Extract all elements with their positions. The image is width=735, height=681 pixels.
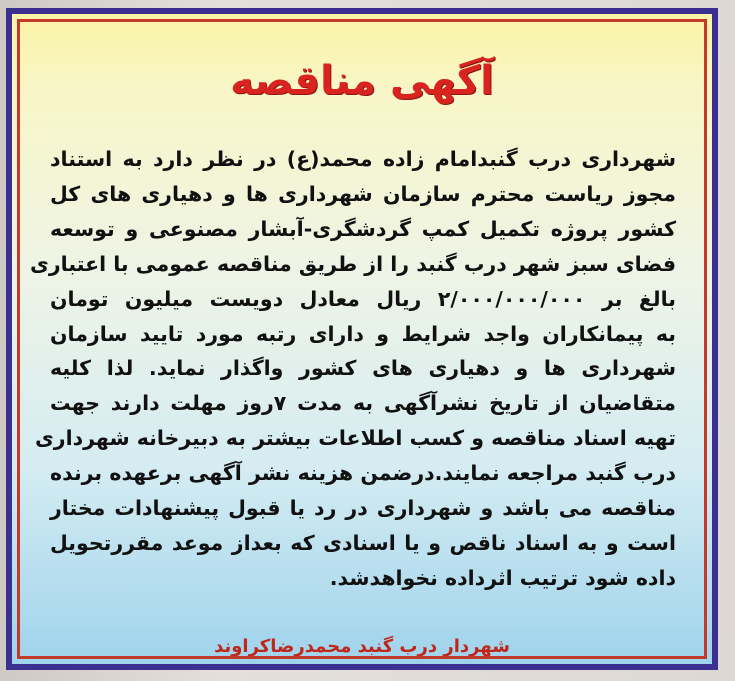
notice-signature: شهردار درب گنبد محمدرضاکراوند <box>214 636 510 657</box>
body-line: درب گنبد مراجعه نمایند.درضمن هزینه نشر آگهی برعهده برنده <box>50 461 676 486</box>
body-line: متقاضیان از تاریخ نشرآگهی به مدت ۷روز مهلت دارند جهت <box>50 391 676 416</box>
body-line: به پیمانکاران واجد شرایط و دارای رتبه مورد تایید سازمان <box>50 321 676 346</box>
body-line: است و به اسناد ناقص و یا اسنادی که بعداز موعد مقررتحویل <box>50 530 676 555</box>
body-line: داده شود ترتیب اثرداده نخواهدشد. <box>329 565 676 590</box>
body-line: بالغ بر ۲/۰۰۰/۰۰۰/۰۰۰ ریال معادل دویست میلیون تومان <box>50 286 676 311</box>
body-line: کشور پروژه تکمیل کمپ گردشگری-آبشار مصنوعی و توسعه <box>50 216 676 241</box>
notice-body <box>30 142 676 596</box>
body-line: شهرداری ها و دهیاری های کشور واگذار نماید. لذا کلیه <box>50 356 676 381</box>
notice-box <box>6 8 718 670</box>
body-line: تهیه اسناد مناقصه و کسب اطلاعات بیشتر به دبیرخانه شهرداری <box>35 426 676 451</box>
body-line: مجوز ریاست محترم سازمان شهرداری ها و دهیاری های کل <box>50 181 676 206</box>
body-line: مناقصه می باشد و شهرداری در رد یا قبول پیشنهادات مختار <box>50 496 676 521</box>
body-line: شهرداری درب گنبدامام زاده محمد(ع) در نظر دارد به استناد <box>50 147 676 171</box>
body-line: فضای سبز شهر درب گنبد را از طریق مناقصه عمومی با اعتباری <box>30 251 676 276</box>
notice-title: آگهی مناقصه <box>230 58 494 104</box>
